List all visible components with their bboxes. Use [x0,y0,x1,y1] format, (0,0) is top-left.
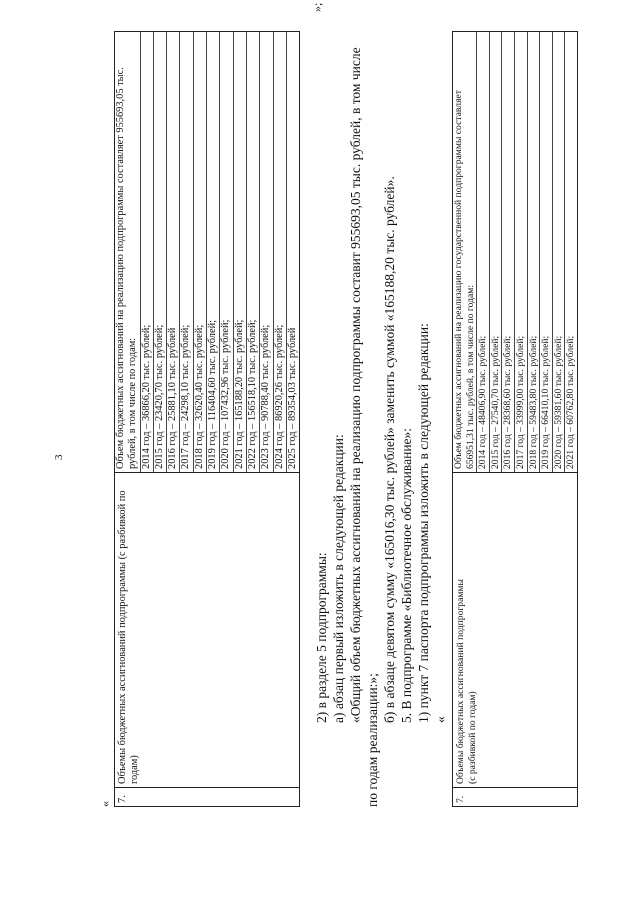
value-line: 2019 год – 116404,60 тыс. рублей; [206,32,219,472]
opening-quote: « [98,801,112,807]
value-line: Объем бюджетных ассигнований на реализацию государственной подпрограммы составляет [453,90,464,469]
paragraph: 5. В подпрограмме «Библиотечное обслуживание»: [399,427,414,723]
value-line: 656951,31 тыс. рублей, в том числе по годам: [464,285,476,469]
row-title: Объемы бюджетных ассигнований подпрограммы (с разбивкой по годам) [115,473,300,788]
value-line: 2016 год – 28368,60 тыс. рублей; [501,32,514,472]
row-number: 7. [453,788,578,807]
paragraph: а) абзац первый изложить в следующей редакции: [331,434,346,723]
value-line: 2018 год – 32620,40 тыс. рублей; [193,32,206,472]
paragraph: «Общий объем бюджетных ассигнований на реализацию подпрограммы составит 955693,05 тыс. рублей, в том числе [348,47,363,723]
value-line: 2024 год – 86920,26 тыс. рублей; [273,32,286,472]
paragraph: 1) пункт 7 паспорта подпрограммы изложить в следующей редакции: [416,323,431,723]
value-line: 2017 год – 24298,10 тыс. рублей; [179,32,192,472]
body-text [313,27,449,807]
value-line: рублей, в том числе по годам: [127,337,139,469]
page-number: 3 [53,454,65,460]
row-number: 7. [115,788,300,807]
value-line: 2023 год – 90788,40 тыс. рублей; [259,32,272,472]
paragraph: « [433,716,448,723]
value-line: Объем бюджетных ассигнований на реализацию подпрограммы составляет 955693,05 тыс. [115,67,126,469]
paragraph: 2) в разделе 5 подпрограммы: [314,552,329,723]
row-title [453,473,578,788]
table-row [453,32,578,807]
value-line: 2025 год – 89354,03 тыс. рублей [286,32,299,472]
value-line: 2016 год – 25881,10 тыс. рублей [166,32,179,472]
title-line: Объемы бюджетных ассигнований подпрограммы [455,579,466,784]
value-line: 2019 год – 66410,10 тыс. рублей; [539,32,552,472]
passport-table-1 [114,31,300,807]
row-value [453,32,578,473]
value-line: 2015 год – 23420,70 тыс. рублей; [153,32,166,472]
value-line: 2021 год – 60762,80 тыс. рублей; [564,32,577,472]
value-line: 2021 год – 165188,20 тыс. рублей; [233,32,246,472]
value-line: 2015 год – 27540,70 тыс. рублей; [489,32,502,472]
passport-table-2 [452,31,578,807]
closing-quote: »; [310,2,324,12]
row-value [115,32,300,473]
value-line: 2014 год – 48406,90 тыс. рублей; [476,32,489,472]
value-line: 2018 год – 59483,80 тыс. рублей; [527,32,540,472]
value-line: 2017 год – 33999,00 тыс. рублей; [514,32,527,472]
value-line: 2020 год – 59381,60 тыс. рублей; [552,32,565,472]
title-line: (с разбивкой по годам) [466,691,478,784]
paragraph: б) в абзаце девятом сумму «165016,30 тыс. рублей» заменить суммой «165188,20 тыс. рублей». [382,176,397,723]
value-line: 2014 год – 36866,20 тыс. рублей; [140,32,153,472]
table-row [115,32,300,807]
value-line: 2020 год – 107432,96 тыс. рублей; [219,32,232,472]
paragraph: по годам реализации:»; [365,673,380,807]
value-line: 2022 год – 156518,10 тыс. рублей; [246,32,259,472]
